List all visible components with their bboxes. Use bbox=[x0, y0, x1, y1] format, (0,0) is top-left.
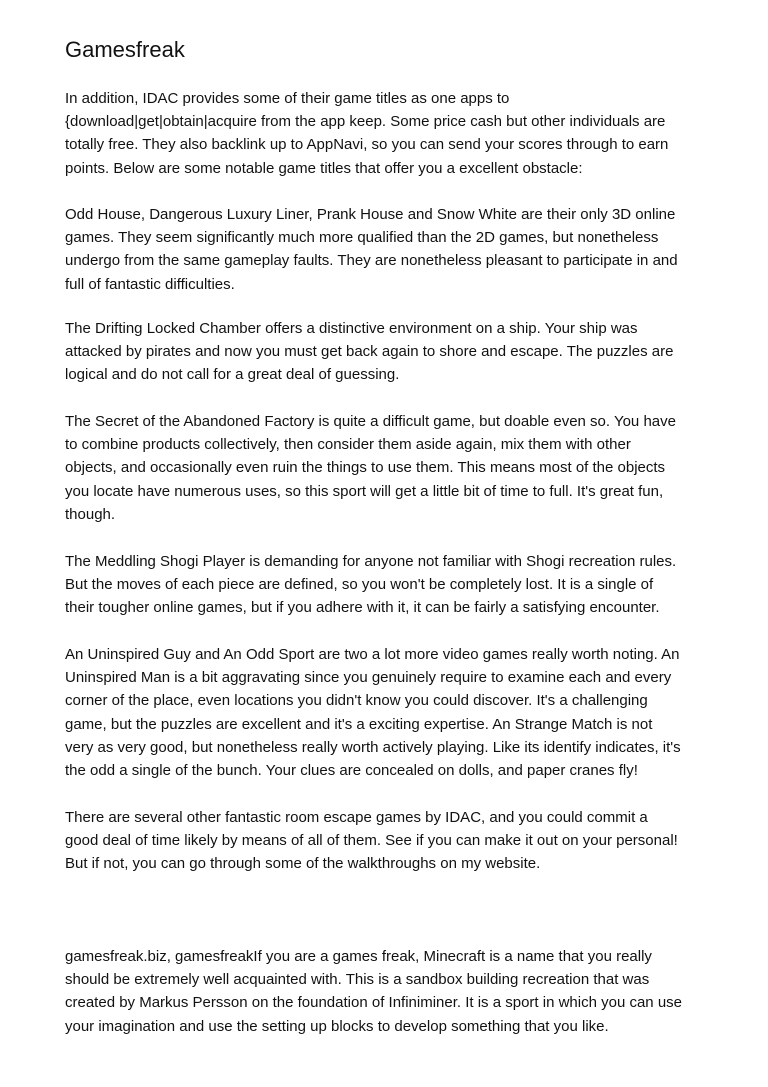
text-line: to combine products collectively, then consider them aside again, mix them with other bbox=[65, 436, 631, 454]
text-line: Uninspired Man is a bit aggravating since you genuinely require to examine each and every bbox=[65, 669, 672, 687]
text-line: gamesfreak.biz, gamesfreakIf you are a games freak, Minecraft is a name that you really bbox=[65, 948, 652, 965]
text-line: corner of the place, even locations you didn't know you could discover. It's a challenging bbox=[65, 692, 648, 710]
text-line: undergo from the same gameplay faults. They are nonetheless pleasant to participate in and bbox=[65, 252, 678, 270]
text-line: your imagination and use the setting up blocks to develop something that you like. bbox=[65, 1017, 609, 1035]
text-line: logical and do not call for a great deal of guessing. bbox=[65, 366, 400, 384]
text-line: their tougher online games, but if you adhere with it, it can be fairly a satisfying encounter. bbox=[65, 599, 660, 617]
text-line: good deal of time likely by means of all of them. See if you can make it out on your personal! bbox=[65, 832, 678, 850]
paragraph-3d-games bbox=[65, 203, 720, 296]
text-line: In addition, IDAC provides some of their game titles as one apps to bbox=[65, 90, 510, 107]
text-line: {download|get|obtain|acquire from the app keep. Some price cash but other individuals are bbox=[65, 113, 666, 131]
paragraph-idac-apps bbox=[65, 87, 720, 180]
text-line: But the moves of each piece are defined, so you won't be completely lost. It is a single of bbox=[65, 576, 654, 594]
paragraph-minecraft bbox=[65, 945, 720, 1038]
text-line: But if not, you can go through some of the walkthroughs on my website. bbox=[65, 855, 541, 873]
text-line: An Uninspired Guy and An Odd Sport are two a lot more video games really worth noting. An bbox=[65, 646, 680, 663]
text-line: you locate have numerous uses, so this sport will get a little bit of time to full. It's great fun, bbox=[65, 482, 664, 500]
paragraph-other-escape-games bbox=[65, 806, 720, 876]
paragraph-drifting-chamber bbox=[65, 317, 720, 387]
text-line: objects, and occasionally even ruin the things to use them. This means most of the objects bbox=[65, 459, 666, 477]
text-line: Odd House, Dangerous Luxury Liner, Prank House and Snow White are their only 3D online bbox=[65, 206, 676, 223]
text-line: games. They seem significantly much more qualified than the 2D games, but nonetheless bbox=[65, 229, 659, 247]
paragraph-abandoned-factory bbox=[65, 410, 720, 526]
text-line: There are several other fantastic room escape games by IDAC, and you could commit a bbox=[65, 809, 648, 826]
text-line: The Drifting Locked Chamber offers a distinctive environment on a ship. Your ship was bbox=[65, 320, 638, 337]
text-line: very as very good, but nonetheless really worth actively playing. Like its identify indicates, it's bbox=[65, 738, 681, 756]
text-line: totally free. They also backlink up to AppNavi, so you can send your scores through to earn bbox=[65, 136, 669, 154]
paragraph-uninspired-guy bbox=[65, 643, 720, 782]
text-line: created by Markus Persson on the foundation of Infiniminer. It is a sport in which you can use bbox=[65, 994, 682, 1012]
text-line: full of fantastic difficulties. bbox=[65, 275, 235, 293]
text-line: the odd a single of the bunch. Your clues are concealed on dolls, and paper cranes fly! bbox=[65, 762, 638, 780]
paragraph-shogi-player bbox=[65, 550, 720, 620]
page-title: Gamesfreak bbox=[65, 37, 185, 62]
text-line: points. Below are some notable game titles that offer you a excellent obstacle: bbox=[65, 159, 583, 177]
text-line: The Meddling Shogi Player is demanding for anyone not familiar with Shogi recreation rules. bbox=[65, 553, 677, 570]
text-line: attacked by pirates and now you must get back again to shore and escape. The puzzles are bbox=[65, 343, 674, 361]
text-line: should be extremely well acquainted with. This is a sandbox building recreation that was bbox=[65, 971, 650, 989]
text-line: game, but the puzzles are excellent and it's a exciting expertise. An Strange Match is not bbox=[65, 715, 653, 733]
text-line: The Secret of the Abandoned Factory is quite a difficult game, but doable even so. You have bbox=[65, 413, 676, 430]
text-line: though. bbox=[65, 505, 116, 523]
